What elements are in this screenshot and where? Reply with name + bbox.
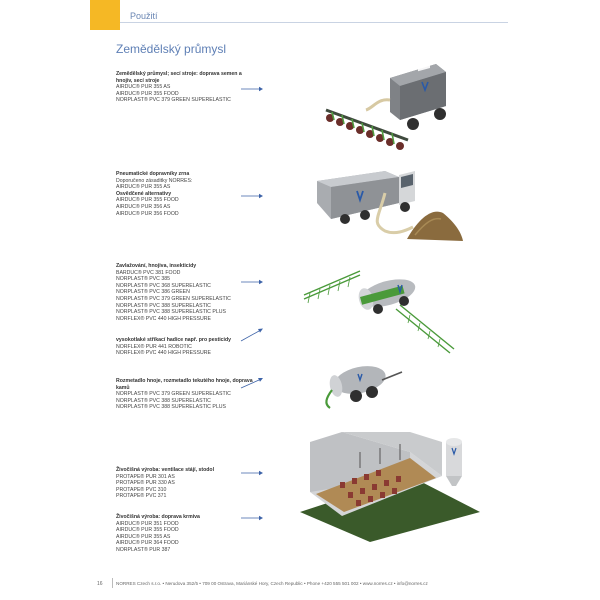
block-heading: vysokotlaké stříkací hadice např. pro pesticidy	[116, 337, 232, 343]
product-line: NORPLAST® PVC 388 SUPERELASTIC	[116, 302, 211, 309]
block-high-pressure	[116, 337, 256, 357]
slurry-tanker-illustration	[322, 360, 404, 410]
product-line: NORFLEX® PVC 440 HIGH PRESSURE	[116, 350, 211, 357]
product-line: NORPLAST® PVC 379 GREEN SUPERELASTIC	[116, 391, 231, 398]
product-line: AIRDUC® PUR 356 AS	[116, 203, 171, 210]
block-heading: Zemědělský průmysl; secí stroje: doprava semen a hnojiv, secí stroje	[116, 71, 242, 84]
page-title: Zemědělský průmysl	[116, 42, 227, 56]
arrow-right-icon	[240, 192, 264, 200]
product-line: NORPLAST® PVC 386 GREEN	[116, 289, 190, 296]
header-rule	[120, 22, 508, 23]
block-irrigation	[116, 263, 256, 322]
product-line: AIRDUC® PUR 355 AS	[116, 533, 171, 540]
product-line: NORPLAST® PVC 385	[116, 276, 170, 283]
product-line: BARDUC® PVC 381 FOOD	[116, 269, 181, 276]
product-line: AIRDUC® PUR 355 AS	[116, 84, 171, 91]
sprayer-illustration	[300, 265, 458, 360]
product-line: AIRDUC® PUR 355 FOOD	[116, 197, 179, 204]
product-line: Doporučeno zásaditky NORRES:	[116, 177, 193, 184]
product-line: NORFLEX® PVC 440 HIGH PRESSURE	[116, 315, 211, 322]
product-line: NORPLAST® PVC 379 GREEN SUPERELASTIC	[116, 97, 231, 104]
product-line: PROTAPE® PVC 310	[116, 486, 167, 493]
page-number: 16	[97, 581, 103, 587]
product-line: AIRDUC® PUR 364 FOOD	[116, 540, 179, 547]
arrow-right-icon	[240, 469, 264, 477]
block-heading: Pneumatické dopravníky zrna	[116, 171, 190, 177]
block-seed-drills	[116, 71, 256, 104]
product-line: PROTAPE® PVC 371	[116, 493, 167, 500]
section-label: Použití	[130, 11, 158, 21]
arrow-diagonal-icon	[240, 327, 264, 343]
product-line: NORFLEX® PUR 441 ROBOTIC	[116, 343, 192, 350]
product-line: AIRDUC® PUR 356 FOOD	[116, 210, 179, 217]
arrow-diagonal-icon	[240, 376, 264, 390]
block-heading: Živočišná výroba: ventilace stájí, stodol	[116, 467, 215, 473]
product-line: NORPLAST® PVC 379 GREEN SUPERELASTIC	[116, 295, 231, 302]
block-livestock-feed	[116, 514, 256, 554]
product-line: NORPLAST® PVC 368 SUPERELASTIC	[116, 282, 211, 289]
section-tab	[90, 0, 120, 30]
product-line: AIRDUC® PUR 351 FOOD	[116, 520, 179, 527]
footer-rule	[112, 578, 113, 588]
product-line: NORPLAST® PUR 387	[116, 546, 171, 553]
arrow-right-icon	[240, 514, 264, 522]
product-line: AIRDUC® PUR 355 FOOD	[116, 90, 179, 97]
block-heading: Živočišná výroba: doprava krmiva	[116, 514, 200, 520]
grain-truck-illustration	[315, 163, 465, 248]
arrow-right-icon	[240, 85, 264, 93]
product-line: NORPLAST® PVC 388 SUPERELASTIC PLUS	[116, 404, 226, 411]
block-heading: Osvědčené alternativy	[116, 190, 172, 197]
product-line: NORPLAST® PVC 388 SUPERELASTIC PLUS	[116, 309, 226, 316]
product-line: AIRDUC® PUR 355 FOOD	[116, 527, 179, 534]
block-manure-spreaders	[116, 378, 256, 411]
product-line: AIRDUC® PUR 355 AS	[116, 184, 171, 191]
product-line: NORPLAST® PVC 388 SUPERELASTIC	[116, 397, 211, 404]
barn-illustration	[300, 432, 480, 542]
footer-contact: NORRES Czech s.r.o. • Nerudova 352/5 • 709 00 Ostrava, Mariánské Hory, Czech Republic • Phone +420 555 501 002 • www.norres.cz • info@norres.cz	[116, 581, 428, 586]
block-heading: Rozmetadlo hnoje, rozmetadlo tekutého hnoje, doprava kamů	[116, 378, 253, 391]
seed-drill-illustration	[318, 60, 468, 155]
arrow-right-icon	[240, 278, 264, 286]
block-livestock-ventilation	[116, 467, 256, 500]
block-grain-conveyors	[116, 171, 256, 217]
product-line: PROTAPE® PUR 301 AS	[116, 473, 175, 480]
block-heading: Zavlažování, hnojiva, insekticidy	[116, 263, 197, 269]
product-line: PROTAPE® PUR 330 AS	[116, 480, 175, 487]
